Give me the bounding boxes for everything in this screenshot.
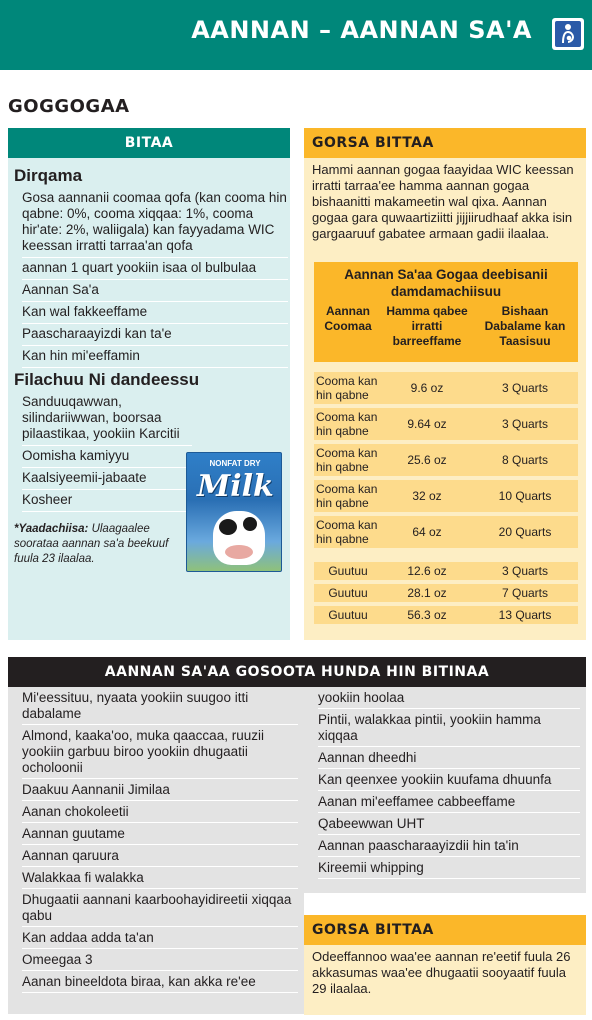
list-item: Pintii, walakkaa pintii, yookiin hamma xiqqaa [318,709,580,747]
dirqama-list [8,188,290,368]
gorsa-bittaa-panel [304,128,586,640]
list-item: Kosheer [22,490,192,512]
table-cell: 32 oz [412,489,442,503]
bitaa-bar: BITAA [8,128,290,158]
do-not-buy-list-right [304,687,586,893]
bitaa-panel [8,128,290,640]
dirqama-title: Dirqama [14,166,83,185]
table-cell: 20 Quarts [498,525,552,539]
table-cell: 9.6 oz [410,381,444,395]
table-cell: 3 Quarts [501,564,549,578]
list-item: Aannan dheedhi [318,747,580,769]
list-item: Omeegaa 3 [22,949,298,971]
list-item: Oomisha kamiyyu [22,446,192,468]
list-item: Aanan chokoleetii [22,801,298,823]
milk-product-name: Milk [197,469,274,504]
note-text: Ulaagaalee soorataa aannan sa'a beekuuf fuula 23 ilaalaa. [14,523,169,565]
list-item: Sanduuqawwan, silindariiwwan, boorsaa pilaastikaa, yookiin Karcitii [22,392,192,446]
list-item: Kan hin mi'eeffamin [22,346,288,368]
note-label: *Yaadachiisa: [14,523,89,535]
table-cell: Guutuu [328,608,368,622]
table-cell: 10 Quarts [498,489,552,503]
cow-spot [243,517,257,531]
do-not-buy-list-left [8,687,304,1014]
cow-nose [225,545,253,559]
list-item: Aannan Sa'a [22,280,288,302]
table-cell: Guutuu [328,564,368,578]
list-item: Gosa aannanii coomaa qofa (kan cooma hin qabne: 0%, cooma xiqqaa: 1%, cooma hir'ate: 2%, waliigala) kan fayyadama WIC keessan irratti tarraa'an qofa [22,188,288,258]
table-row [314,606,578,624]
table-row [314,372,578,404]
table-cell: 56.3 oz [407,608,447,622]
table-cell: 25.6 oz [407,453,447,467]
list-item: Qabeewwan UHT [318,813,580,835]
table-row [314,408,578,440]
table-cell: Cooma kan hin qabne [316,374,378,402]
table-cell: 3 Quarts [501,381,549,395]
list-item: Almond, kaaka'oo, muka qaaccaa, ruuzii yookiin garbuu biroo yookiin dhugaatii ocholoonii [22,725,298,779]
table-row [314,480,578,512]
table-row [314,444,578,476]
table-cell: Cooma kan hin qabne [316,446,378,474]
gorsa-intro: Hammi aannan gogaa faayidaa WIC keessan irratti tarraa'ee hamma aannan gogaa bishaanitti makameetin wal qixa. Aannan gogaa gara quwaartiziitti jijjiirudhaaf akka isin gargaaruuf gabatee armaan gadii ilaalaa. [312,162,574,241]
gorsa-bittaa-tip-text: Odeeffannoo waa'ee aannan re'eetif fuula 26 akkasumas waa'ee dhugaatii sooyaatif fuula 29 ilaalaa. [312,949,571,996]
milk-product-image [186,452,282,572]
mother-child-icon-glyph [555,21,581,47]
list-item: Walakkaa fi walakka [22,867,298,889]
list-item: yookiin hoolaa [318,687,580,709]
list-item: Aannan qaruura [22,845,298,867]
gorsa-bittaa-bar: GORSA BITTAA [304,128,586,158]
table-cell: 9.64 oz [407,417,447,431]
table-row [314,516,578,548]
list-item: Aanan bineeldota biraa, kan akka re'ee [22,971,298,993]
list-item: Kireemii whipping [318,857,580,879]
mother-child-icon-bg [555,21,581,47]
gorsa-bittaa-tip-box [304,915,586,1015]
table-title: Aannan Sa'aa Gogaa deebisanii damdamachiisuu [344,267,548,299]
table-cell: 12.6 oz [407,564,447,578]
table-cell: 8 Quarts [501,453,549,467]
mother-child-icon [552,18,584,50]
table-row [314,562,578,580]
table-cell: 3 Quarts [501,417,549,431]
column-header: Aannan Coomaa [324,304,372,333]
column-header: Hamma qabee irratti barreeffame [386,304,468,348]
table-cell: 64 oz [412,525,442,539]
table-column-headers [314,304,578,349]
list-item: Kan qeenxee yookiin kuufama dhuunfa [318,769,580,791]
gorsa-bittaa-tip-bar: GORSA BITTAA [304,915,586,945]
list-item: Paascharaayizdi kan ta'e [22,324,288,346]
table-cell: Guutuu [328,586,368,600]
page-header [0,0,592,70]
cow-icon [213,511,265,565]
list-item: Kaalsiyeemii-jabaate [22,468,192,490]
table-cell: Cooma kan hin qabne [316,482,378,510]
list-item: Kan wal fakkeeffame [22,302,288,324]
cow-spot [219,519,237,535]
page-title: AANNAN – AANNAN SA'A [191,16,532,44]
list-item: Mi'eessituu, nyaata yookiin suugoo itti dabalame [22,687,298,725]
table-row [314,584,578,602]
reconstitution-table [314,262,578,624]
list-item: aannan 1 quart yookiin isaa ol bulbulaa [22,258,288,280]
milk-brand-line: NONFAT DRY [209,459,261,468]
list-item: Aanan mi'eeffamee cabbeeffame [318,791,580,813]
section-title: GOGGOGAA [8,96,130,117]
do-not-buy-bar: AANNAN SA'AA GOSOOTA HUNDA HIN BITINAA [8,657,586,687]
table-cell: 28.1 oz [407,586,447,600]
list-item: Kan addaa adda ta'an [22,927,298,949]
list-item: Dhugaatii aannani kaarboohayidireetii xiqqaa qabu [22,889,298,927]
filachuu-title: Filachuu Ni dandeessu [14,370,200,389]
table-cell: Cooma kan hin qabne [316,518,378,546]
table-cell: 13 Quarts [498,608,552,622]
table-cell: Cooma kan hin qabne [316,410,378,438]
list-item: Aannan guutame [22,823,298,845]
list-item: Aannan paascharaayizdii hin ta'in [318,835,580,857]
column-header: Bishaan Dabalame kan Taasisuu [484,304,566,348]
table-cell: 7 Quarts [501,586,549,600]
table-header [314,262,578,362]
list-item: Daakuu Aannanii Jimilaa [22,779,298,801]
